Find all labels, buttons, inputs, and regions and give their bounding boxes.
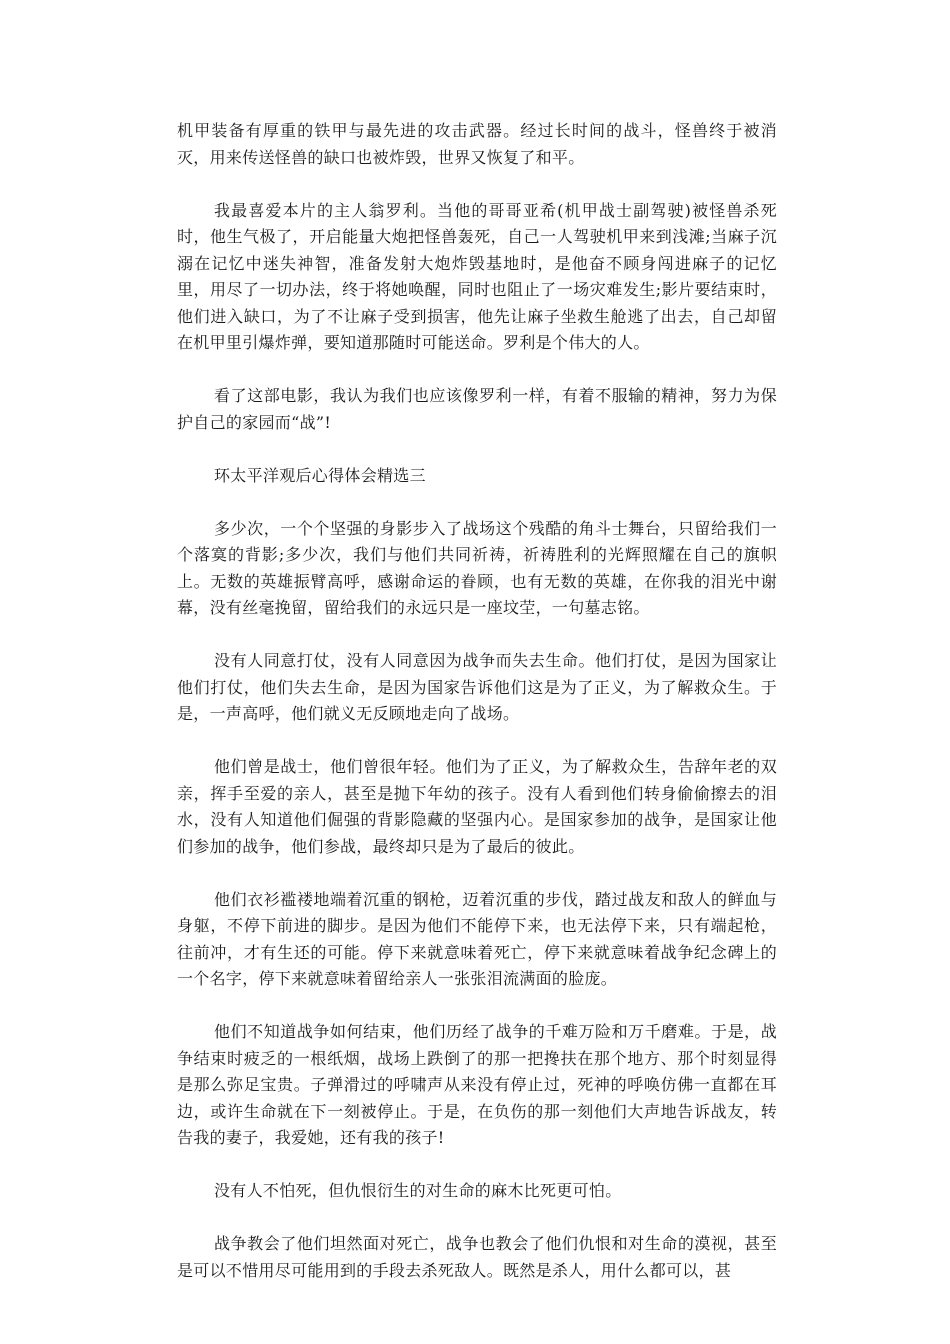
- paragraph: 战争教会了他们坦然面对死亡，战争也教会了他们仇恨和对生命的漠视，甚至是可以不惜用尽可能用到的手段去杀死敌人。既然是杀人，用什么都可以，甚: [177, 1234, 777, 1280]
- document-body: [177, 118, 777, 1284]
- paragraph: 没有人不怕死，但仇恨衍生的对生命的麻木比死更可怕。: [214, 1181, 622, 1200]
- paragraph: 看了这部电影，我认为我们也应该像罗利一样，有着不服输的精神，努力为保护自己的家园而“战”!: [177, 386, 777, 432]
- paragraph: 多少次，一个个坚强的身影步入了战场这个残酷的角斗士舞台，只留给我们一个落寞的背影;多少次，我们与他们共同祈祷，祈祷胜利的光辉照耀在自己的旗帜上。无数的英雄振臂高呼，感谢命运的眷顾，也有无数的英雄，在你我的泪光中谢幕，没有丝毫挽留，留给我们的永远只是一座坟茔，一句墓志铭。: [177, 518, 777, 617]
- paragraph: 他们衣衫褴褛地端着沉重的钢枪，迈着沉重的步伐，踏过战友和敌人的鲜血与身躯，不停下前进的脚步。是因为他们不能停下来，也无法停下来，只有端起枪，往前冲，才有生还的可能。停下来就意味着死亡，停下来就意味着战争纪念碑上的一个名字，停下来就意味着留给亲人一张张泪流满面的脸庞。: [177, 889, 777, 988]
- section-heading: 环太平洋观后心得体会精选三: [214, 465, 426, 485]
- paragraph: 我最喜爱本片的主人翁罗利。当他的哥哥亚希(机甲战士副驾驶)被怪兽杀死时，他生气极了，开启能量大炮把怪兽轰死，自己一人驾驶机甲来到浅滩;当麻子沉溺在记忆中迷失神智，准备发射大炮炸毁基地时，是他奋不顾身闯进麻子的记忆里，用尽了一切办法，终于将她唤醒，同时也阻止了一场灾难发生;影片要结束时，他们进入缺口，为了不让麻子受到损害，他先让麻子坐救生舱逃了出去，自己却留在机甲里引爆炸弹，要知道那随时可能送命。罗利是个伟大的人。: [177, 200, 777, 352]
- paragraph: 机甲装备有厚重的铁甲与最先进的攻击武器。经过长时间的战斗，怪兽终于被消灭，用来传送怪兽的缺口也被炸毁，世界又恢复了和平。: [177, 121, 777, 167]
- paragraph: 他们不知道战争如何结束，他们历经了战争的千难万险和万千磨难。于是，战争结束时疲乏的一根纸烟，战场上跌倒了的那一把搀扶在那个地方、那个时刻显得是那么弥足宝贵。子弹滑过的呼啸声从来没有停止过，死神的呼唤仿佛一直都在耳边，或许生命就在下一刻被停止。于是，在负伤的那一刻他们大声地告诉战友，转告我的妻子，我爱她，还有我的孩子!: [177, 1022, 777, 1147]
- paragraph: 没有人同意打仗，没有人同意因为战争而失去生命。他们打仗，是因为国家让他们打仗，他们失去生命，是因为国家告诉他们这是为了正义，为了解救众生。于是，一声高呼，他们就义无反顾地走向了战场。: [177, 651, 777, 723]
- paragraph: 他们曾是战士，他们曾很年轻。他们为了正义，为了解救众生，告辞年老的双亲，挥手至爱的亲人，甚至是抛下年幼的孩子。没有人看到他们转身偷偷擦去的泪水，没有人知道他们倔强的背影隐藏的坚强内心。是国家参加的战争，是国家让他们参加的战争，他们参战，最终却只是为了最后的彼此。: [177, 757, 777, 856]
